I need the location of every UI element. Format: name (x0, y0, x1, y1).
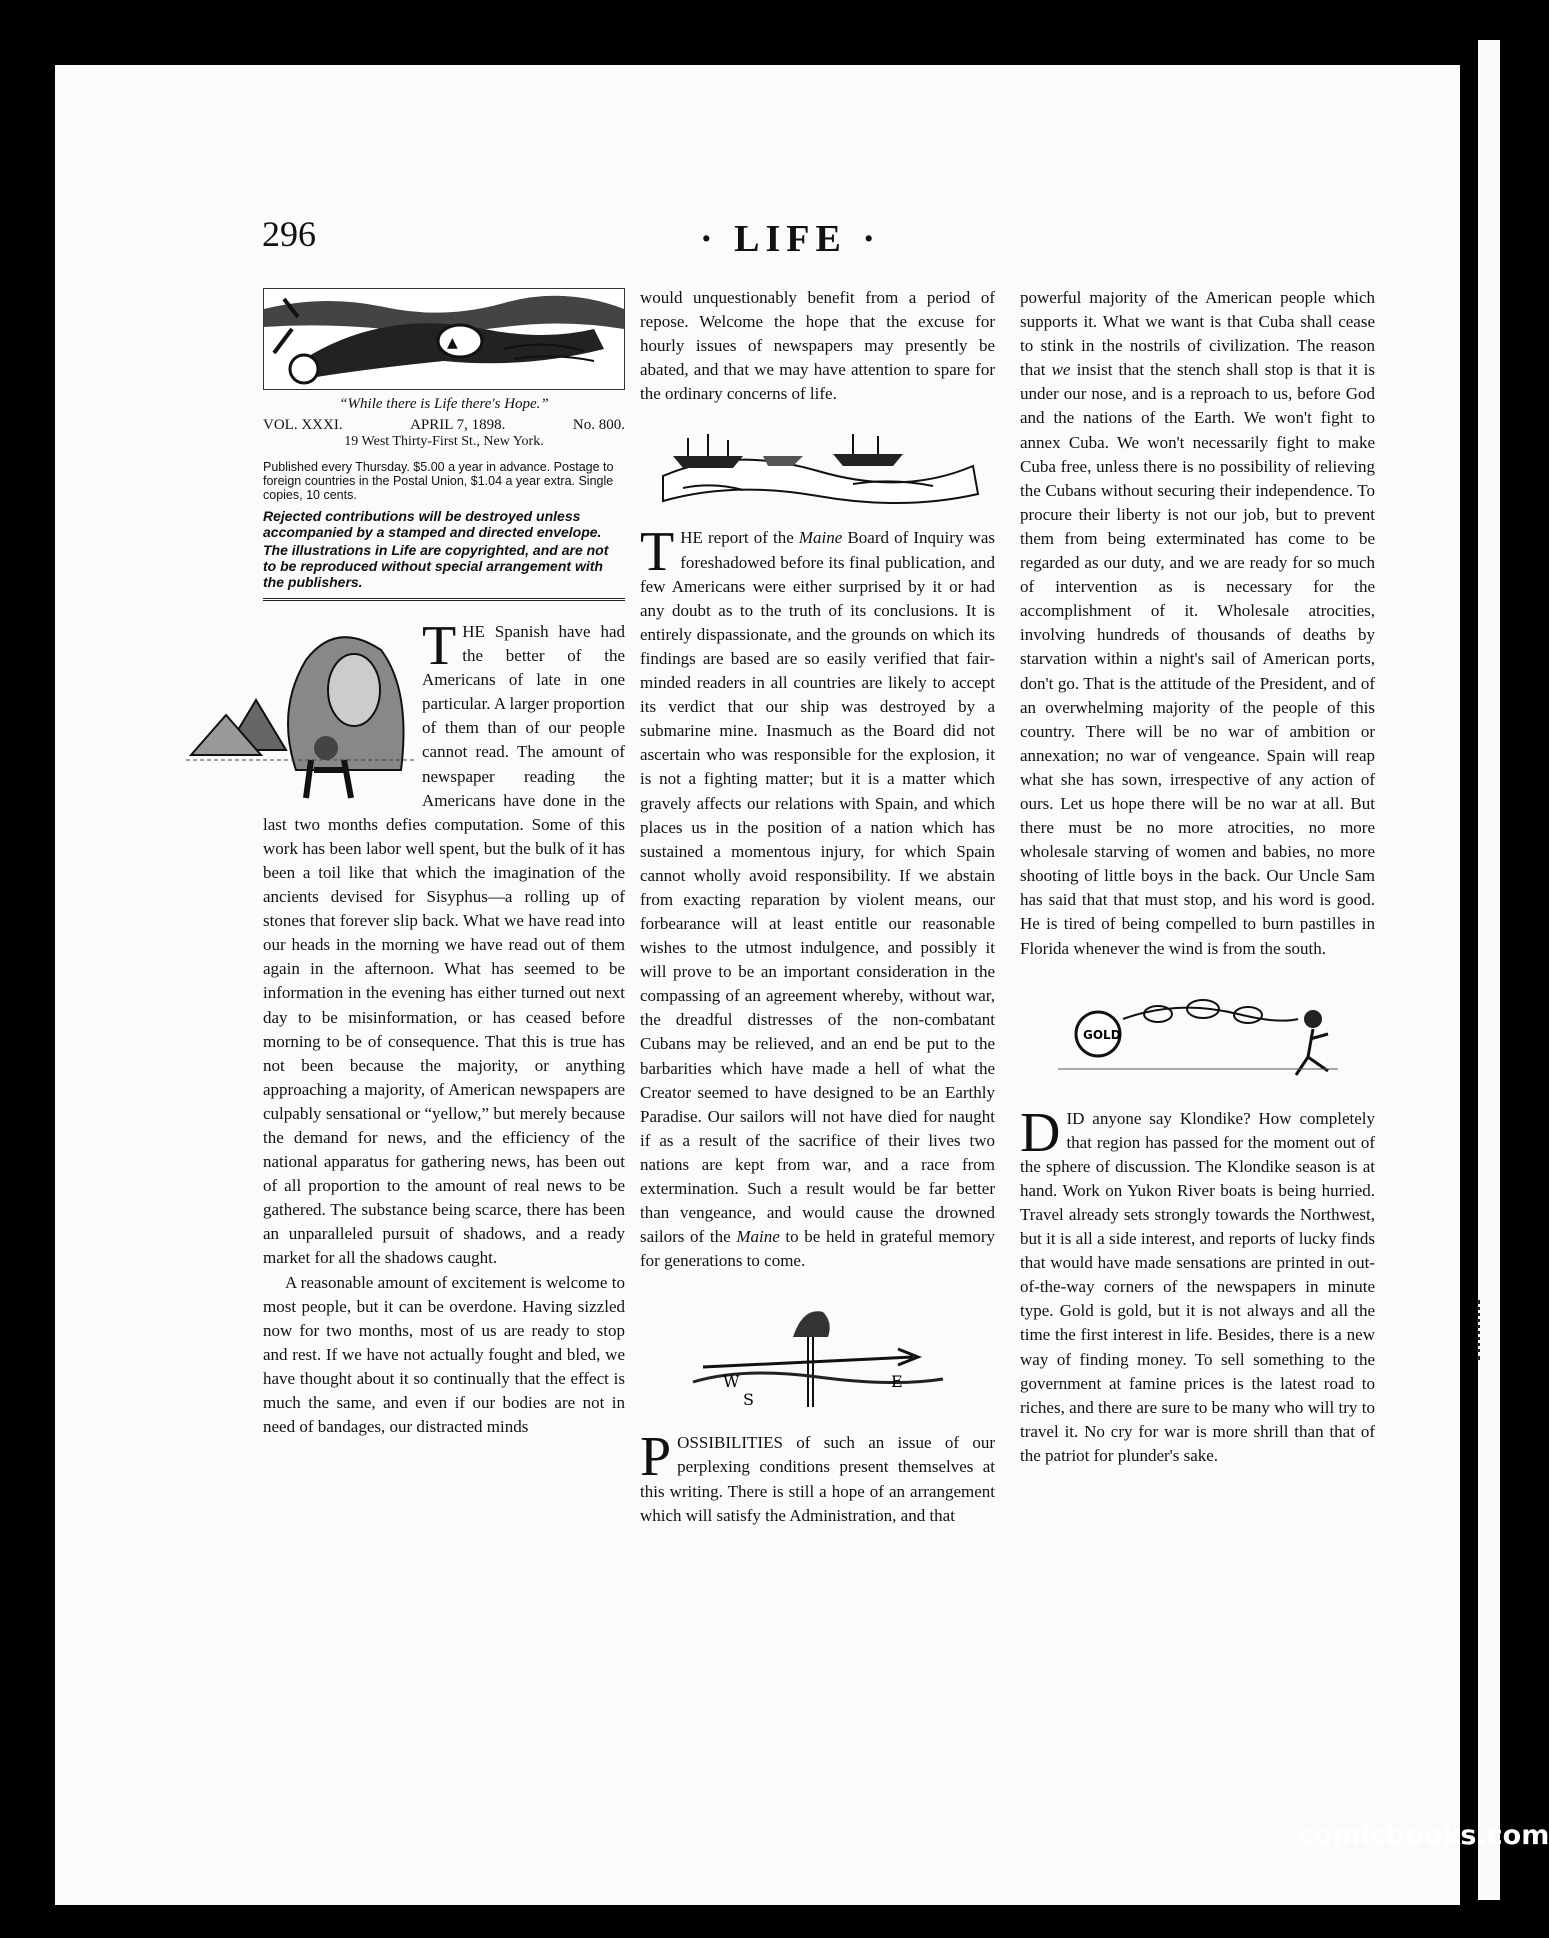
motto: “While there is Life there's Hope.” (339, 396, 549, 412)
spanish-article-p1: HE Spanish have had the better of the Americans of late in one particular. A larger proportion of them than of our people cannot read. The amount of newspaper reading the Americans have done in the last two months defies computation. Some of this work has been labor well spent, but the bulk of it has been a toil like that which the imagination of the ancients devised for Sisyphus—a rolling up of stones that forever slip back. What we have read into our heads in the morning we have read out of them again in the afternoon. What has seemed to be information in the evening has either turned out next day to be misinformation, or has ceased before morning to be of consequence. That this is true has not been because the majority, or anything approaching a majority, of American newspapers are culpably sensational or “yellow,” but merely because the demand for news, and the efficiency of the national apparatus for gathering news, has been out of all proportion to the amount of real news to be gathered. The substance being scarce, there has been an unparalleled pursuit of shadows, and a ready market for all the shadows caught. (263, 622, 625, 1268)
column-3 (1020, 286, 1375, 1468)
rejected-contributions-notice: Rejected contributions will be destroyed unless accompanied by a stamped and directed envelope. (263, 508, 602, 540)
gold-chase-drawing (1038, 979, 1358, 1089)
source-watermark: comicbooks.com (1298, 1820, 1549, 1851)
weathervane-drawing (683, 1287, 953, 1425)
publisher-address: 19 West Thirty-First St., New York. (344, 434, 544, 449)
weathervane-e: E (890, 1372, 903, 1392)
spanish-article-p2: A reasonable amount of excitement is welcome to most people, but it can be overdone. Having sizzled now for two months, most of us are ready to stop and rest. If we have not actually fought and bled, we have thought about it so continually that the effect is much the same, and even if our bodies are not in need of bandages, our distracted minds (263, 1272, 625, 1437)
volume-line (263, 417, 625, 434)
weathervane-s: S (742, 1390, 754, 1410)
weathervane-illustration (683, 1287, 953, 1425)
column-1 (263, 615, 625, 1439)
possibilities-paragraph: OSSIBILITIES of such an issue of our perplexing conditions present themselves at this writing. There is still a hope of an arrangement which will satisfy the Administration, and that (640, 1433, 995, 1525)
editorial-header-block (263, 288, 625, 601)
column-2 (640, 286, 995, 1528)
cuba-text-a: powerful majority of the American people which supports it. What we want is that Cuba shall cease to stink in the nostrils of civilization. The reason that (1020, 288, 1375, 380)
maine-ship-name: Maine (798, 528, 843, 548)
masthead-title: · LIFE · (700, 218, 882, 260)
maine-text-a: HE report of the (680, 528, 799, 548)
sphinx-illustration (186, 620, 414, 805)
copyright-notice: The illustrations in Life are copyrighted, and are not to be reproduced without special arrangement with the publishers. (263, 542, 609, 590)
svg-text:▲: ▲ (447, 335, 458, 351)
continued-paragraph: would unquestionably benefit from a period of repose. Welcome the hope that the excuse for hourly issues of newspapers may presently be abated, and that we may have attention to spare for the ordinary concerns of life. (640, 288, 995, 404)
ships-drawing (653, 416, 983, 516)
issue-date: APRIL 7, 1898. (410, 417, 506, 433)
maine-text-c: to be held in grateful memory for generations to come. (640, 1227, 995, 1271)
gold-chase-illustration (1038, 979, 1358, 1089)
weathervane-w: W (722, 1372, 739, 1392)
maine-ship-name-2: Maine (736, 1227, 780, 1247)
facing-page-ornament (1477, 1300, 1498, 1360)
issue-number: No. 800. (572, 417, 625, 433)
subscription-notice: Published every Thursday. $5.00 a year in advance. Postage to foreign countries in the Postal Union, $1.04 a year extra. Single copies, 10 cents. (263, 460, 614, 502)
dropcap-t: T (422, 615, 457, 677)
maine-text-b: Board of Inquiry was foreshadowed before its final publication, and few Americans were either surprised by it or had any doubt as to the truth of its conclusions. It is entirely dispassionate, and the grounds on which its findings are based are so easily verified that fair-minded readers in all countries are likely to accept its verdict that our ship was destroyed by a submarine mine. Inasmuch as the Board did not ascertain who was responsible for the explosion, it is not a fighting matter; but it is a matter which gravely affects our relations with Spain, and which places us in the position of a nation which has sustained a momentous injury, for which Spain cannot wholly avoid responsibility. If we abstain from exacting reparation by violent means, our forbearance will at least entitle our reasonable wishes to the utmost indulgence, and possibly it will prove to be an important consideration in the compassing of an agreement whereby, without war, the dreadful distresses of the non-combatant Cubans may be relieved, and an end be put to the barbarities which have made a hell of what the Creator seemed to have designed to be an Earthly Paradise. Our sailors will not have died for naught if as a result of the sacrifice of their lives two nations are kept from war, and a race from extermination. Such a result would be far better than vengeance, and would cause the drowned sailors of the (640, 528, 995, 1247)
dropcap-t-2: T (640, 521, 675, 584)
page-number: 296 (262, 214, 316, 254)
cuba-text-b: insist that the stench shall stop is that it is under our nose, and is a reproach to us, before God and the nations of the Earth. We won't fight to annex Cuba. We won't necessarily fight to make Cuba free, unless there is no possibility of relieving the Cubans without securing their independence. To procure their liberty is not our job, but to prevent them from being exterminated has come to be regarded as our duty, and we are ready for so much of intervention as is necessary for the accomplishment of it. Wholesale atrocities, involving hundreds of thousands of deaths by starvation within a night's sail of American ports, don't go. That is the attitude of the President, and of an overwhelming majority of the people of this country. There will be no war of ambition or annexation; no war of vengeance. Spain will reap what she has sown, irrespective of any action of ours. Let us hope there will be no war at all. But there must be no more atrocities, no more wholesale starving of women and babies, no more shooting of little boys in the back. Our Uncle Sam has said that that must stop, and his word is good. He is tired of being compelled to burn pastilles in Florida whenever the wind is from the south. (1020, 360, 1376, 958)
dropcap-p: P (640, 1426, 672, 1489)
cuba-emphasis-we: we (1051, 360, 1071, 380)
money-bag-label: GOLD (1082, 1027, 1121, 1042)
dropcap-d: D (1020, 1101, 1061, 1164)
klondike-paragraph: ID anyone say Klondike? How completely that region has passed for the moment out of the sphere of discussion. The Klondike season is at hand. Work on Yukon River boats is being hurried. Travel already sets strongly towards the Northwest, but it is all a side interest, and reports of lucky finds that would have made sensations are printed in out-of-the-way corners of the newspapers in minute type. Gold is gold, but it is not always and all the time the first interest in life. Besides, there is a new way of finding money. To sell something to the government at famine prices is the latest road to riches, and there are sure to be many who will try to travel it. No cry for war is more shrill than that of the patriot for plunder's sake. (1020, 1108, 1375, 1465)
life-header-illustration (263, 288, 625, 390)
cherub-header-drawing (264, 289, 624, 389)
boats-illustration (653, 416, 983, 516)
divider-rule (263, 598, 625, 601)
volume-number: VOL. XXXI. (263, 417, 343, 433)
facing-page-edge (1478, 40, 1500, 1900)
sphinx-drawing (186, 620, 414, 805)
